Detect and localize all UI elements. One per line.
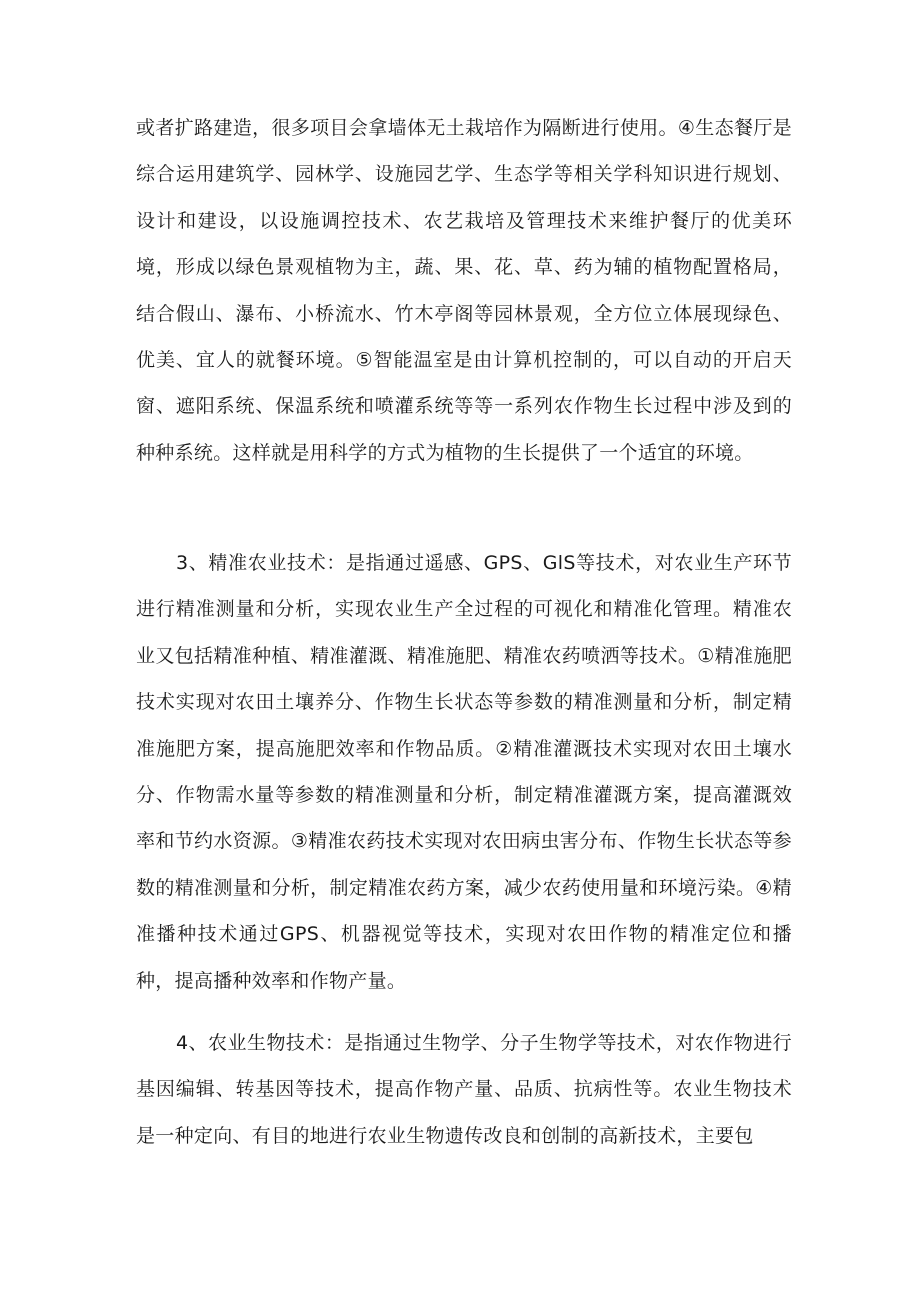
paragraph-agricultural-biotech: 4、农业生物技术：是指通过生物学、分子生物学等技术，对农作物进行基因编辑、转基因等技术，提高作物产量、品质、抗病性等。农业生物技术是一种定向、有目的地进行农业生物遗传改良和创制的高新技术，主要包 [136,1032,792,1147]
paragraph-ecological-facilities: 或者扩路建造，很多项目会拿墙体无土栽培作为隔断进行使用。④生态餐厅是综合运用建筑学、园林学、设施园艺学、生态学等相关学科知识进行规划、设计和建设，以设施调控技术、农艺栽培及管理技术来维护餐厅的优美环境，形成以绿色景观植物为主，蔬、果、花、草、药为辅的植物配置格局，结合假山、瀑布、小桥流水、竹木亭阁等园林景观，全方位立体展现绿色、优美、宜人的就餐环境。⑤智能温室是由计算机控制的，可以自动的开启天窗、遮阳系统、保温系统和喷灌系统等等一系列农作物生长过程中涉及到的种种系统。这样就是用科学的方式为植物的生长提供了一个适宜的环境。 [136,117,792,464]
paragraph-precision-agriculture: 3、精准农业技术：是指通过遥感、GPS、GlS等技术，对农业生产环节进行精准测量和分析，实现农业生产全过程的可视化和精准化管理。精准农业又包括精准种植、精准灌溉、精准施肥、精准农药喷洒等技术。①精准施肥技术实现对农田土壤养分、作物生长状态等参数的精准测量和分析，制定精准施肥方案，提高施肥效率和作物品质。②精准灌溉技术实现对农田土壤水分、作物需水量等参数的精准测量和分析，制定精准灌溉方案，提高灌溉效率和节约水资源。③精准农药技术实现对农田病虫害分布、作物生长状态等参数的精准测量和分析，制定精准农药方案，减少农药使用量和环境污染。④精准播种技术通过GPS、机器视觉等技术，实现对农田作物的精准定位和播种，提高播种效率和作物产量。 [136,552,792,992]
